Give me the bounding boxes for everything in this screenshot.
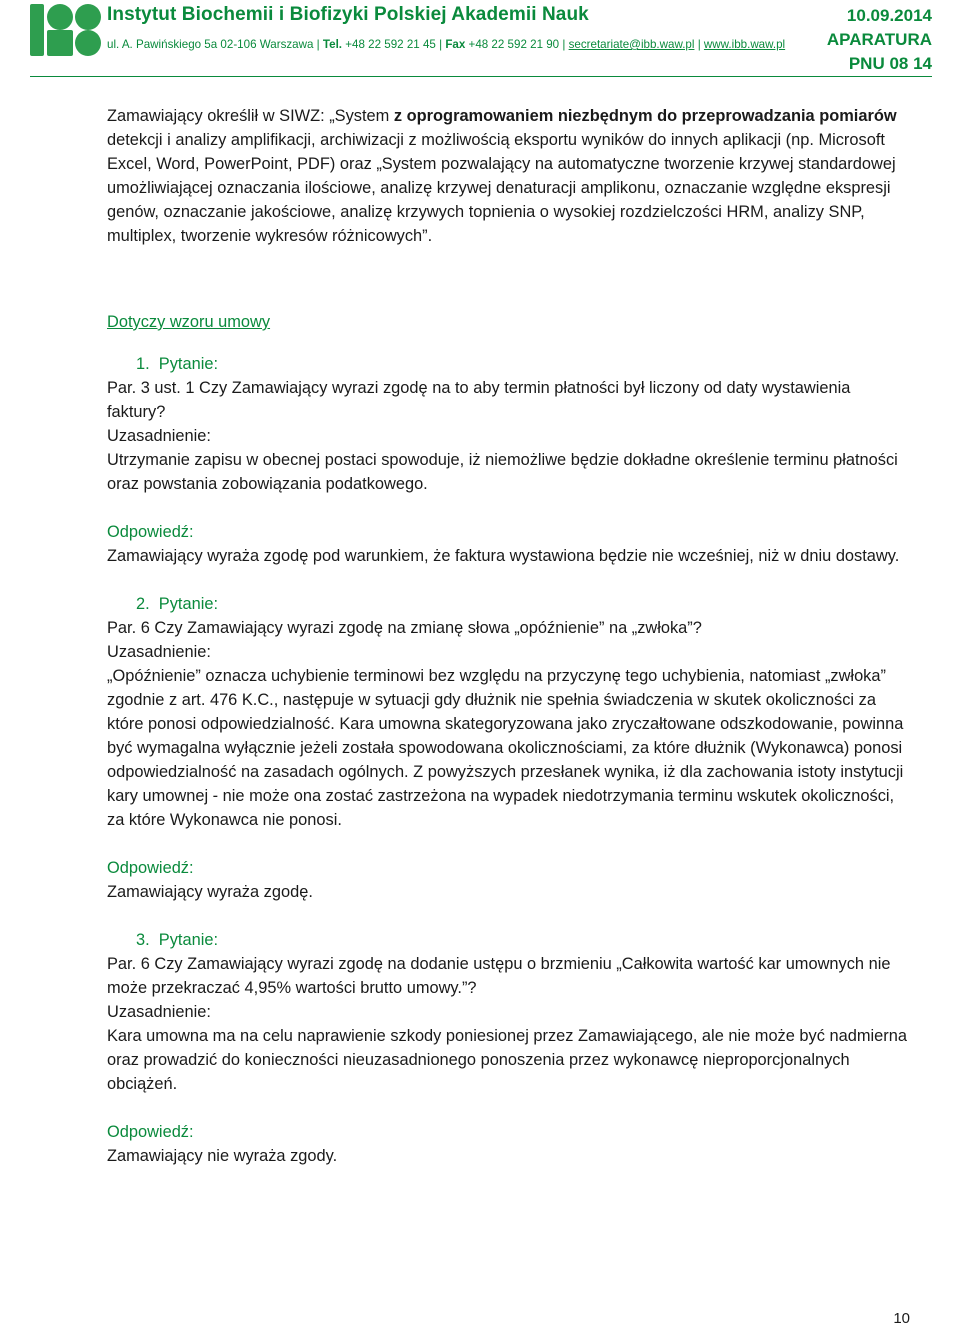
document-meta <box>827 4 932 76</box>
justification-label: Uzasadnienie: <box>107 427 211 445</box>
institute-name: Instytut Biochemii i Biofizyki Polskiej Akademii Nauk <box>107 4 589 25</box>
section-title: Dotyczy wzoru umowy <box>107 313 271 331</box>
question-label: Pytanie: <box>158 355 219 373</box>
document-code: PNU 08 14 <box>848 54 932 73</box>
tel-number: +48 22 592 21 45 <box>345 38 436 51</box>
justification-text: Kara umowna ma na celu naprawienie szkody poniesionej przez Zamawiającego, ale nie może być nadmierna oraz prowadzić do konieczności nieuzasadnionego ponoszenia przez wykonawcę nieproporcjonalnych obciążeń. <box>107 1027 907 1093</box>
question-heading <box>136 352 907 376</box>
answer-text: Zamawiający wyraża zgodę. <box>107 883 313 901</box>
fax-number: +48 22 592 21 90 <box>468 38 560 51</box>
justification-label: Uzasadnienie: <box>107 1003 211 1021</box>
email-link[interactable]: secretariate@ibb.waw.pl <box>568 38 695 51</box>
tel-label: Tel. <box>322 38 343 51</box>
intro-text: Zamawiający określił w SIWZ: „System <box>107 107 394 125</box>
page-header <box>0 0 960 78</box>
justification-label: Uzasadnienie: <box>107 643 211 661</box>
ibb-logo <box>30 4 103 56</box>
justification-text: „Opóźnienie” oznacza uchybienie terminowi bez względu na przyczynę tego uchybienia, natomiast „zwłoka” zgodnie z art. 476 K.C., następuje w sytuacji gdy dłużnik nie spełnia świadczenia w skutek okoliczności za które ponosi odpowiedzialność. Kara umowna skategoryzowana jako zryczałtowane odszkodowanie, powinna być wymagalna wyłącznie jeżeli została spowodowana okolicznościami, za które dłużnik (Wykonawca) ponosi odpowiedzialność na zasadach ogólnych. Z powyższych przesłanek wynika, iż dla zachowania istoty instytucji kary umownej - nie może ona zostać zastrzeżona na wypadek niedotrzymania terminu wskutek okoliczności, za które Wykonawca nie ponosi. <box>107 667 904 829</box>
document-category: APARATURA <box>826 30 932 49</box>
intro-text-continued: detekcji i analizy amplifikacji, archiwizacji z możliwością eksportu wyników do innych aplikacji (np. Microsoft Excel, Word, PowerPoint, PDF) oraz „System pozwalający na automatyczne tworzenie krzywej standardowej umożliwiającej oznaczania ilościowe, analizę krzywej denaturacji amplikonu, oznaczanie względne ekspresji genów, oznaczanie jakościowe, analizę krzywych topnienia o wysokiej rozdzielczości HRM, analizy SNP, multiplex, tworzenie wykresów różnicowych”. <box>107 131 896 245</box>
question-number: 2. <box>136 595 150 613</box>
question-label: Pytanie: <box>158 595 219 613</box>
page-number: 10 <box>893 1310 910 1327</box>
question-label: Pytanie: <box>158 931 219 949</box>
justification-text: Utrzymanie zapisu w obecnej postaci spowoduje, iż niemożliwe będzie dokładne określenie terminu płatności oraz powstania zobowiązania podatkowego. <box>107 451 898 493</box>
answer-text: Zamawiający nie wyraża zgody. <box>107 1147 338 1165</box>
website-link[interactable]: www.ibb.waw.pl <box>703 38 786 51</box>
answer-label: Odpowiedź: <box>107 523 194 541</box>
question-heading <box>136 928 907 952</box>
institute-address: ul. A. Pawińskiego 5a 02-106 Warszawa <box>107 38 314 51</box>
document-body <box>107 104 907 1168</box>
question-text: Par. 3 ust. 1 Czy Zamawiający wyrazi zgodę na to aby termin płatności był liczony od daty wystawienia faktury? <box>107 379 851 421</box>
question-number: 1. <box>136 355 150 373</box>
answer-label: Odpowiedź: <box>107 1123 194 1141</box>
question-heading <box>136 592 907 616</box>
intro-paragraph <box>107 104 907 248</box>
header-divider <box>30 76 932 77</box>
institute-contact: ul. A. Pawińskiego 5a 02-106 Warszawa | Tel. +48 22 592 21 45 | Fax +48 22 592 21 90 | secretariate@ibb.waw.pl | www.ibb.waw.pl <box>107 38 786 51</box>
answer-text: Zamawiający wyraża zgodę pod warunkiem, że faktura wystawiona będzie nie wcześniej, niż w dniu dostawy. <box>107 547 900 565</box>
answer-label: Odpowiedź: <box>107 859 194 877</box>
document-date: 10.09.2014 <box>846 6 932 25</box>
question-number: 3. <box>136 931 150 949</box>
question-text: Par. 6 Czy Zamawiający wyrazi zgodę na zmianę słowa „opóźnienie” na „zwłoka”? <box>107 619 702 637</box>
intro-bold-text: z oprogramowaniem niezbędnym do przeprowadzania pomiarów <box>393 107 897 125</box>
question-text: Par. 6 Czy Zamawiający wyrazi zgodę na dodanie ustępu o brzmieniu „Całkowita wartość kar umownych nie może przekraczać 4,95% wartości brutto umowy.”? <box>107 955 891 997</box>
fax-label: Fax <box>445 38 466 51</box>
